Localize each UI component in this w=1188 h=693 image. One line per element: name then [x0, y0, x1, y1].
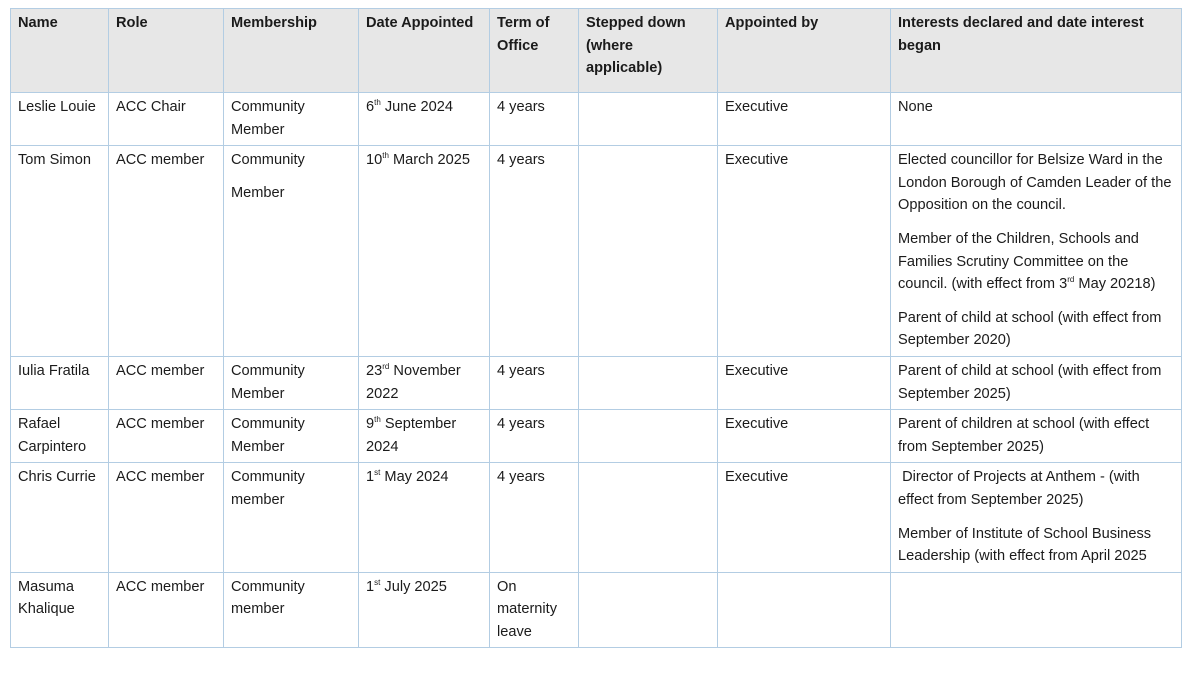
cell-date-appointed — [359, 572, 490, 648]
cell-stepped-down — [579, 572, 718, 648]
interest-item: Director of Projects at Anthem - (with effect from September 2025) — [898, 469, 1144, 508]
cell-date-appointed — [359, 356, 490, 409]
cell-membership: Community member — [224, 572, 359, 648]
date-rest: March 2025 — [388, 152, 471, 169]
header-term-of-office: Term of Office — [490, 9, 579, 93]
table-row — [11, 356, 1182, 409]
cell-appointed-by: Executive — [718, 356, 891, 409]
date-day: 1 — [366, 469, 375, 486]
cell-name: Masuma Khalique — [11, 572, 109, 648]
table-row — [11, 572, 1182, 648]
membership-line: Member — [231, 184, 285, 201]
date-day: 6 — [366, 99, 375, 115]
date-rest: July 2025 — [380, 578, 447, 595]
cell-term: 4 years — [490, 463, 579, 572]
cell-membership — [224, 146, 359, 357]
cell-stepped-down — [579, 410, 718, 463]
cell-appointed-by: Executive — [718, 93, 891, 146]
cell-term: 4 years — [490, 356, 579, 409]
cell-interests — [891, 356, 1182, 409]
cell-role: ACC Chair — [109, 93, 224, 146]
cell-membership: Community Member — [224, 93, 359, 146]
cell-stepped-down — [579, 146, 718, 357]
interest-item: Parent of children at school (with effect from September 2025) — [898, 416, 1150, 455]
date-day: 1 — [366, 578, 375, 595]
date-rest: June 2024 — [380, 99, 454, 115]
cell-name: Chris Currie — [11, 463, 109, 572]
cell-role: ACC member — [109, 410, 224, 463]
cell-role: ACC member — [109, 146, 224, 357]
cell-name: Rafael Carpintero — [11, 410, 109, 463]
cell-name: Leslie Louie — [11, 93, 109, 146]
table-row — [11, 463, 1182, 572]
date-rest: November 2022 — [366, 362, 461, 402]
cell-membership: Community Member — [224, 356, 359, 409]
cell-role: ACC member — [109, 572, 224, 648]
date-day: 23 — [366, 362, 383, 379]
cell-name: Iulia Fratila — [11, 356, 109, 409]
cell-interests — [891, 410, 1182, 463]
cell-appointed-by: Executive — [718, 463, 891, 572]
cell-date-appointed — [359, 463, 490, 572]
cell-date-appointed — [359, 93, 490, 146]
cell-term: On maternity leave — [490, 572, 579, 648]
cell-name: Tom Simon — [11, 146, 109, 357]
cell-role: ACC member — [109, 356, 224, 409]
interest-item: Parent of child at school (with effect from September 2020) — [898, 309, 1162, 349]
cell-term: 4 years — [490, 146, 579, 357]
interest-item: Parent of child at school (with effect from September 2025) — [898, 362, 1162, 402]
cell-membership: Community Member — [224, 410, 359, 463]
cell-term: 4 years — [490, 93, 579, 146]
date-suffix: th — [374, 415, 381, 425]
date-suffix: st — [374, 577, 381, 587]
cell-term: 4 years — [490, 410, 579, 463]
header-membership: Membership — [224, 9, 359, 93]
cell-stepped-down — [579, 93, 718, 146]
interest-item: Member of Institute of School Business Leadership (with effect from April 2025 — [898, 525, 1152, 565]
table-row — [11, 410, 1182, 463]
cell-date-appointed — [359, 146, 490, 357]
header-name: Name — [11, 9, 109, 93]
header-interests: Interests declared and date interest began — [891, 9, 1182, 93]
cell-appointed-by: Executive — [718, 410, 891, 463]
cell-interests — [891, 93, 1182, 146]
header-row — [11, 9, 1182, 93]
table-row — [11, 146, 1182, 357]
date-day: 10 — [366, 152, 383, 169]
cell-membership: Community member — [224, 463, 359, 572]
date-rest: September 2024 — [366, 416, 457, 455]
table-row — [11, 93, 1182, 146]
date-suffix: th — [374, 98, 381, 108]
interest-item: Elected councillor for Belsize Ward in the London Borough of Camden Leader of the Opposition on the council. — [898, 152, 1172, 214]
interest-item: None — [898, 99, 933, 115]
date-suffix: rd — [382, 362, 390, 372]
date-day: 9 — [366, 416, 375, 433]
cell-interests — [891, 572, 1182, 648]
date-suffix: st — [374, 468, 381, 478]
header-date-appointed: Date Appointed — [359, 9, 490, 93]
cell-role: ACC member — [109, 463, 224, 572]
header-role: Role — [109, 9, 224, 93]
membership-line: Community — [231, 152, 305, 169]
cell-appointed-by: Executive — [718, 146, 891, 357]
cell-stepped-down — [579, 463, 718, 572]
date-rest: May 2024 — [380, 469, 449, 486]
interest-item: Member of the Children, Schools and Families Scrutiny Committee on the council. (with effect from 3rd May 20218) — [898, 230, 1156, 293]
cell-stepped-down — [579, 356, 718, 409]
cell-interests — [891, 463, 1182, 572]
members-table — [10, 8, 1182, 648]
date-suffix: th — [382, 151, 389, 161]
header-appointed-by: Appointed by — [718, 9, 891, 93]
cell-appointed-by — [718, 572, 891, 648]
cell-interests — [891, 146, 1182, 357]
cell-date-appointed — [359, 410, 490, 463]
header-stepped-down: Stepped down (where applicable) — [579, 9, 718, 93]
